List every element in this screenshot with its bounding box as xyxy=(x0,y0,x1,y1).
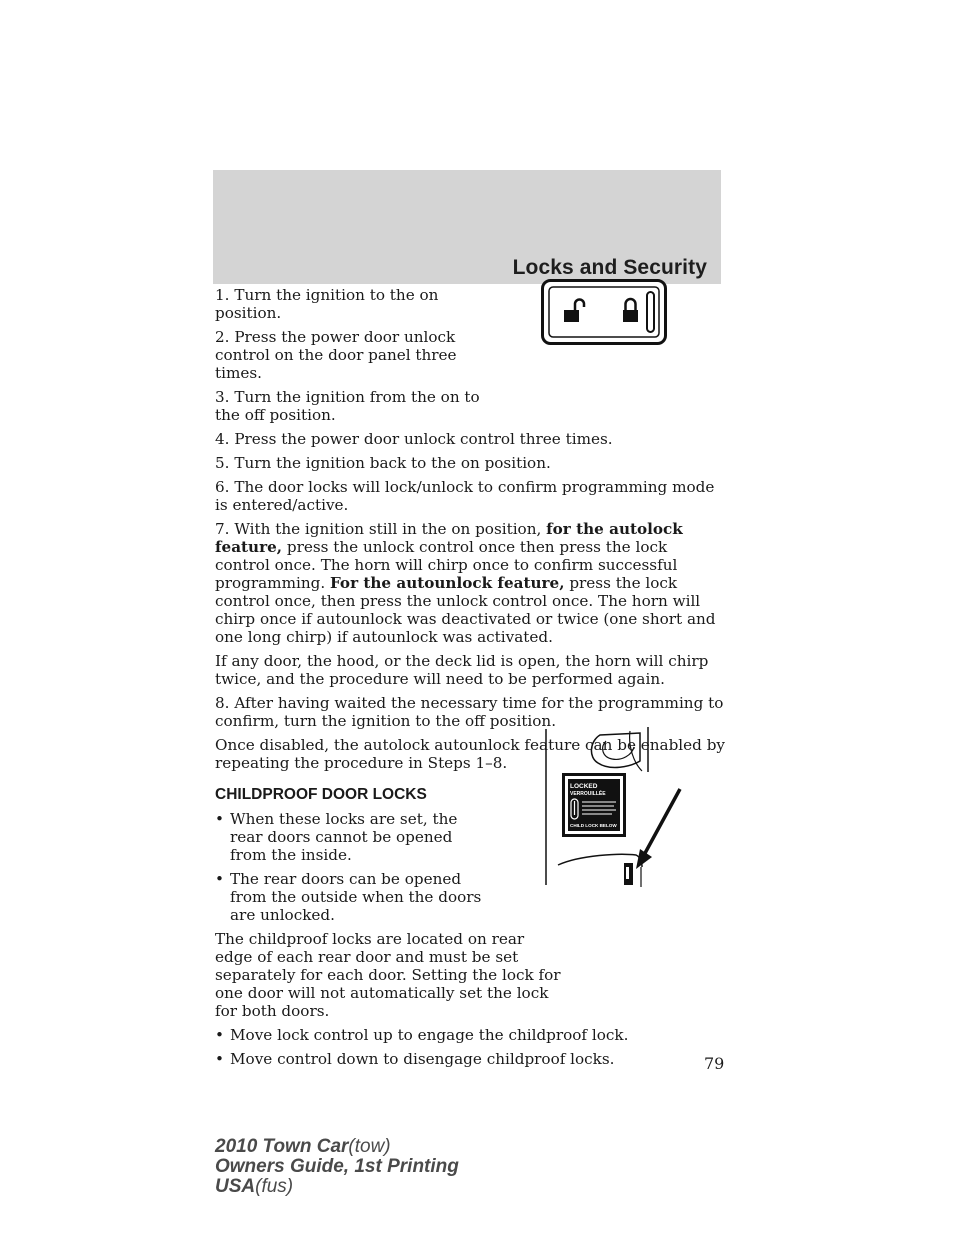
label-verrouillee-text: VERROUILLÉE xyxy=(570,791,606,797)
childproof-bullet-3: • Move lock control up to engage the childproof lock. xyxy=(215,1026,725,1044)
step-7-intro: 7. With the ignition still in the on position, xyxy=(215,520,542,538)
page-number: 79 xyxy=(704,1054,725,1073)
footer-line-2 xyxy=(215,1157,459,1177)
section-header-band xyxy=(213,170,721,284)
footer-market: USA xyxy=(215,1176,256,1197)
step-5: 5. Turn the ignition back to the on position. xyxy=(215,454,551,472)
page-body xyxy=(215,286,725,1074)
step-6: 6. The door locks will lock/unlock to confirm programming mode is entered/active. xyxy=(215,478,715,514)
footer-guide: Owners Guide, 1st Printing xyxy=(215,1156,459,1177)
footer-model: 2010 Town Car xyxy=(215,1136,349,1157)
footer-model-code: (tow) xyxy=(348,1136,391,1157)
step-7-autolock-text: press the unlock control once then press the lock control once. The horn will chirp once to confirm successful programming. xyxy=(215,538,678,592)
step-7-autolock-label: for the autolock feature, xyxy=(215,520,683,556)
reenable-note: Once disabled, the autolock autounlock feature can be enabled by repeating the procedure in Steps 1–8. xyxy=(215,736,726,772)
label-child-lock-below-text: CHILD LOCK BELOW xyxy=(570,823,617,828)
step-7 xyxy=(215,520,725,646)
step-7-autounlock-label: For the autounlock feature, xyxy=(329,574,565,592)
step-8: 8. After having waited the necessary time for the programming to confirm, turn the ignition to the off position. xyxy=(215,694,724,730)
childproof-location-paragraph xyxy=(215,930,565,1020)
footer xyxy=(215,1137,459,1197)
label-locked-text: LOCKED xyxy=(570,783,598,790)
childproof-bullet-1: • When these locks are set, the rear doors cannot be opened from the inside. xyxy=(215,810,492,864)
step-7-autounlock-text: press the lock control once, then press the unlock control once. The horn will chirp once if autounlock was deactivated or twice (one short and one long chirp) if autounlock was activated. xyxy=(215,574,716,646)
step-1: 1. Turn the ignition to the on position. xyxy=(215,286,439,322)
step-3: 3. Turn the ignition from the on to the off position. xyxy=(215,388,480,424)
footer-line-3 xyxy=(215,1177,459,1197)
childproof-bullet-2: • The rear doors can be opened from the outside when the doors are unlocked. xyxy=(215,870,492,924)
footer-market-code: (fus) xyxy=(255,1176,294,1197)
childproof-location-text: The childproof locks are located on rear edge of each rear door and must be set separately for each door. Setting the lock for one door will not automatically set the lock for both doors. xyxy=(215,930,561,1020)
open-door-note: If any door, the hood, or the deck lid is open, the horn will chirp twice, and the procedure will need to be performed again. xyxy=(215,652,709,688)
step-4: 4. Press the power door unlock control three times. xyxy=(215,430,613,448)
section-title: Locks and Security xyxy=(512,256,707,279)
childproof-heading: CHILDPROOF DOOR LOCKS xyxy=(215,786,427,803)
footer-line-1 xyxy=(215,1137,459,1157)
childproof-bullet-4: • Move control down to disengage childproof locks. xyxy=(215,1050,725,1068)
step-2: 2. Press the power door unlock control on the door panel three times. xyxy=(215,328,457,382)
